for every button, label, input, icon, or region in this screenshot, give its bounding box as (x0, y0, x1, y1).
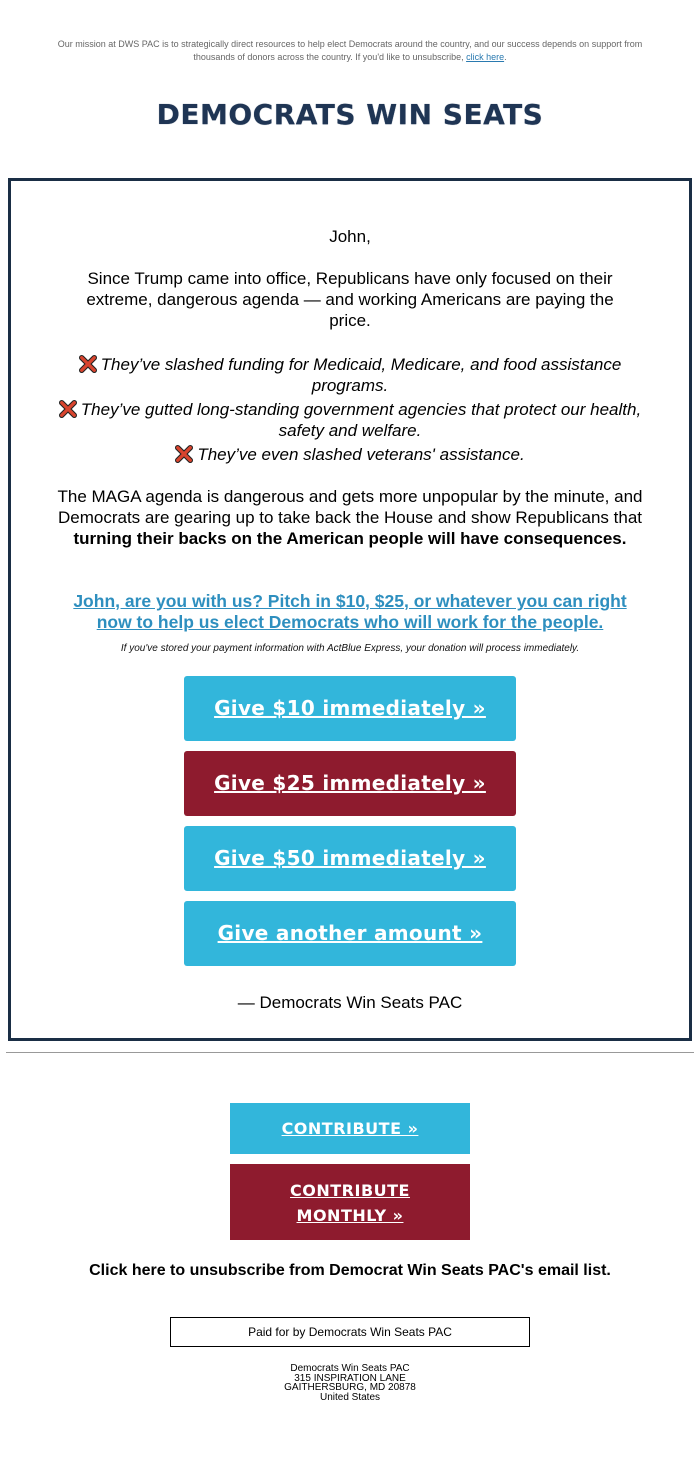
give-25-button[interactable]: Give $25 immediately » (184, 751, 516, 816)
contribute-monthly-button[interactable] (230, 1164, 470, 1240)
address-line: Democrats Win Seats PAC (290, 1363, 410, 1374)
mailing-address (0, 1364, 700, 1402)
bullet-text: They’ve slashed funding for Medicaid, Medicare, and food assistance programs. (100, 355, 622, 395)
give-other-amount-button[interactable]: Give another amount » (184, 901, 516, 966)
unsubscribe-link[interactable]: Click here to unsubscribe from Democrat Win Seats PAC's email list. (89, 1262, 611, 1279)
bullet-item (56, 399, 644, 441)
bullet-list (56, 354, 644, 468)
preheader-suffix: . (504, 52, 507, 62)
logo: DEMOCRATS WIN SEATS (156, 98, 544, 131)
bullet-text: They’ve even slashed veterans' assistance. (197, 445, 525, 464)
preheader-text: Our mission at DWS PAC is to strategically direct resources to help elect Democrats around the country, and our success depends on support from thousands of donors across the country. If you'd like to unsubscribe, (57, 39, 643, 62)
contribute-monthly-line1: CONTRIBUTE (290, 1181, 410, 1200)
signature: — Democrats Win Seats PAC (237, 993, 463, 1012)
message-card (8, 178, 692, 1041)
give-10-button[interactable]: Give $10 immediately » (184, 676, 516, 741)
bullet-text: They’ve gutted long-standing government agencies that protect our health, safety and welfare. (80, 400, 642, 440)
greeting: John, (329, 227, 371, 246)
red-x-icon (79, 355, 97, 373)
actblue-note: If you've stored your payment information with ActBlue Express, your donation will process immediately. (120, 643, 580, 654)
donate-cta-link[interactable]: John, are you with us? Pitch in $10, $25, or whatever you can right now to help us elect Democrats who will work for the people. (73, 591, 627, 632)
intro-paragraph: Since Trump came into office, Republicans have only focused on their extreme, dangerous agenda — and working Americans are paying the price. (86, 269, 614, 330)
paid-for-by-box: Paid for by Democrats Win Seats PAC (170, 1317, 530, 1347)
preheader (40, 38, 660, 64)
agenda-text: The MAGA agenda is dangerous and gets more unpopular by the minute, and Democrats are gearing up to take back the House and show Republicans that (57, 487, 643, 527)
address-line: GAITHERSBURG, MD 20878 (284, 1382, 416, 1393)
divider (6, 1052, 694, 1053)
red-x-icon (59, 400, 77, 418)
red-x-icon (175, 445, 193, 463)
address-line: 315 INSPIRATION LANE (294, 1372, 406, 1384)
agenda-paragraph (49, 486, 651, 549)
preheader-unsubscribe-link[interactable]: click here (466, 52, 505, 62)
contribute-button[interactable]: CONTRIBUTE » (230, 1103, 470, 1154)
bullet-item (56, 354, 644, 396)
give-50-button[interactable]: Give $50 immediately » (184, 826, 516, 891)
bullet-item (56, 444, 644, 465)
address-line: United States (319, 1391, 381, 1403)
agenda-bold-text: turning their backs on the American people will have consequences. (73, 529, 627, 548)
contribute-monthly-line2: MONTHLY » (296, 1206, 404, 1225)
